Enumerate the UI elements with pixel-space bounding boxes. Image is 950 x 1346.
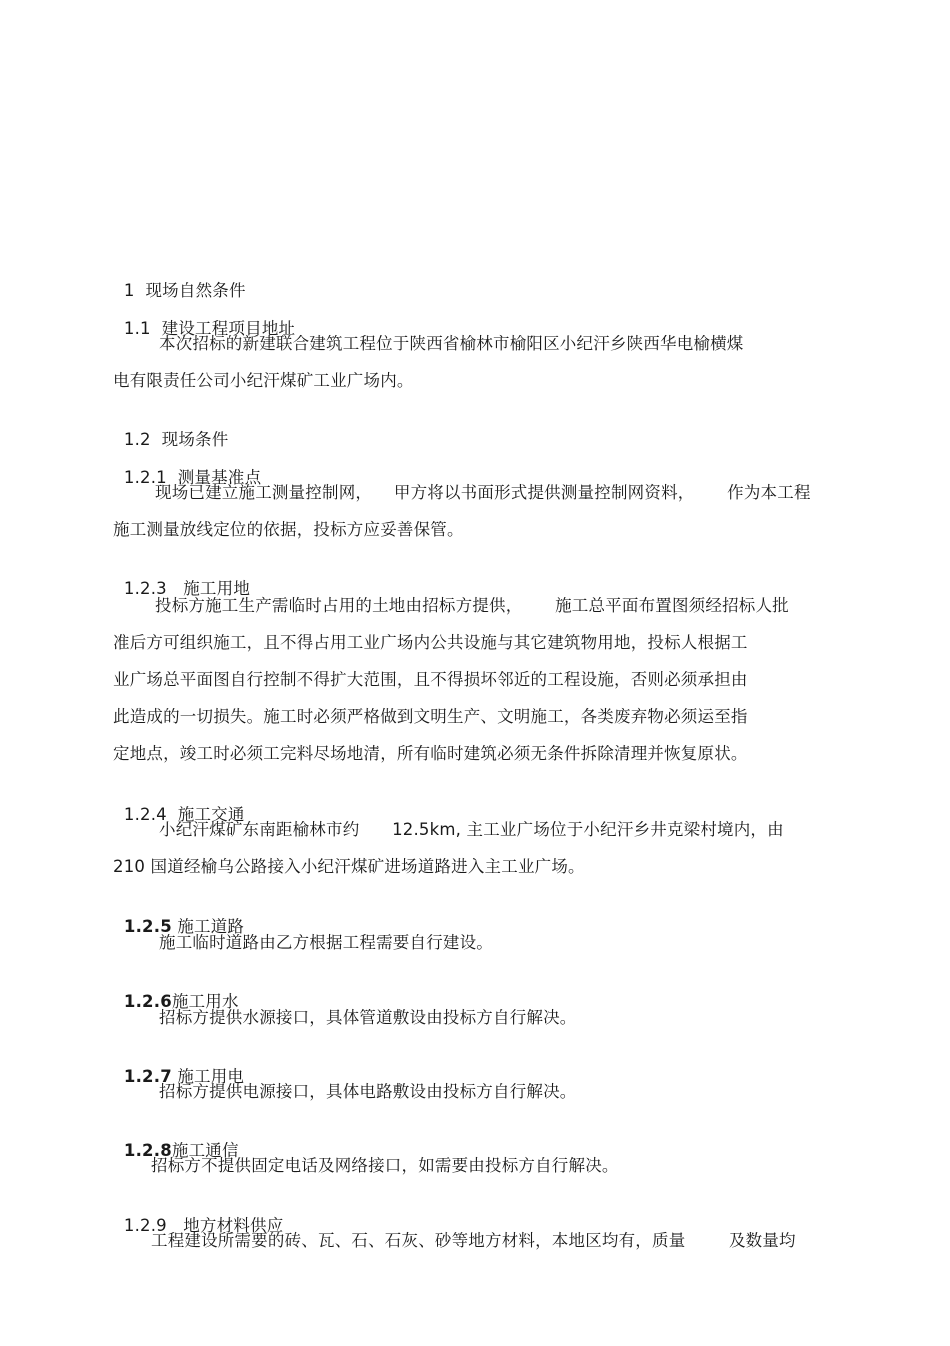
heading-title: 现场条件 [161, 430, 229, 449]
heading-title: 建设工程项目地址 [161, 319, 296, 338]
heading-number: 1 [123, 281, 135, 300]
heading-1-2-3 [113, 556, 250, 600]
paragraph-line: 招标方不提供固定电话及网络接口，如需要由投标方自行解决。 [151, 1156, 619, 1175]
heading-title: 施工通信 [171, 1141, 239, 1160]
paragraph-line: 投标方施工生产需临时占用的土地由招标方提供， 施工总平面布置图须经招标人批 [155, 596, 789, 615]
heading-title: 现场自然条件 [145, 281, 246, 300]
heading-title: 测量基准点 [177, 468, 262, 487]
heading-title: 施工道路 [177, 917, 245, 936]
paragraph-line: 招标方提供电源接口，具体电路敷设由投标方自行解决。 [159, 1082, 577, 1101]
heading-title: 施工用水 [171, 992, 239, 1011]
paragraph-line: 本次招标的新建联合建筑工程位于陕西省榆林市榆阳区小纪汗乡陕西华电榆横煤 [159, 334, 744, 353]
heading-number: 1.2.4 [123, 805, 167, 824]
paragraph-line: 电有限责任公司小纪汗煤矿工业广场内。 [113, 371, 414, 390]
paragraph-line: 招标方提供水源接口，具体管道敷设由投标方自行解决。 [159, 1008, 577, 1027]
heading-number: 1.2.1 [123, 468, 167, 487]
paragraph-line: 210 国道经榆乌公路接入小纪汗煤矿进场道路进入主工业广场。 [113, 857, 585, 876]
heading-number: 1.2.8 [123, 1141, 172, 1160]
heading-title: 施工用地 [183, 579, 251, 598]
paragraph-line: 定地点，竣工时必须工完料尽场地清，所有临时建筑必须无条件拆除清理并恢复原状。 [113, 744, 748, 763]
heading-title: 施工交通 [177, 805, 245, 824]
paragraph-line: 工程建设所需要的砖、瓦、石、石灰、砂等地方材料，本地区均有，质量 及数量均 [151, 1231, 796, 1250]
paragraph-line: 准后方可组织施工，且不得占用工业广场内公共设施与其它建筑物用地，投标人根据工 [113, 633, 748, 652]
heading-number: 1.2.7 [123, 1067, 172, 1086]
heading-number: 1.2.9 [123, 1216, 167, 1235]
paragraph-line: 小纪汗煤矿东南距榆林市约 12.5km, 主工业广场位于小纪汗乡井克梁村境内，由 [159, 820, 784, 839]
heading-number: 1.2.5 [123, 917, 172, 936]
heading-number: 1.1 [123, 319, 151, 338]
heading-number: 1.2.3 [123, 579, 167, 598]
paragraph-line: 此造成的一切损失。施工时必须严格做到文明生产、文明施工，各类废弃物必须运至指 [113, 707, 748, 726]
heading-number: 1.2 [123, 430, 151, 449]
paragraph-line: 施工临时道路由乙方根据工程需要自行建设。 [159, 933, 493, 952]
heading-title: 地方材料供应 [183, 1216, 284, 1235]
paragraph-line: 施工测量放线定位的依据，投标方应妥善保管。 [113, 520, 464, 539]
heading-number: 1.2.6 [123, 992, 172, 1011]
paragraph-line: 业广场总平面图自行控制不得扩大范围，且不得损坏邻近的工程设施，否则必须承担由 [113, 670, 748, 689]
heading-title: 施工用电 [177, 1067, 245, 1086]
paragraph-line: 现场已建立施工测量控制网， 甲方将以书面形式提供测量控制网资料， 作为本工程 [155, 483, 811, 502]
